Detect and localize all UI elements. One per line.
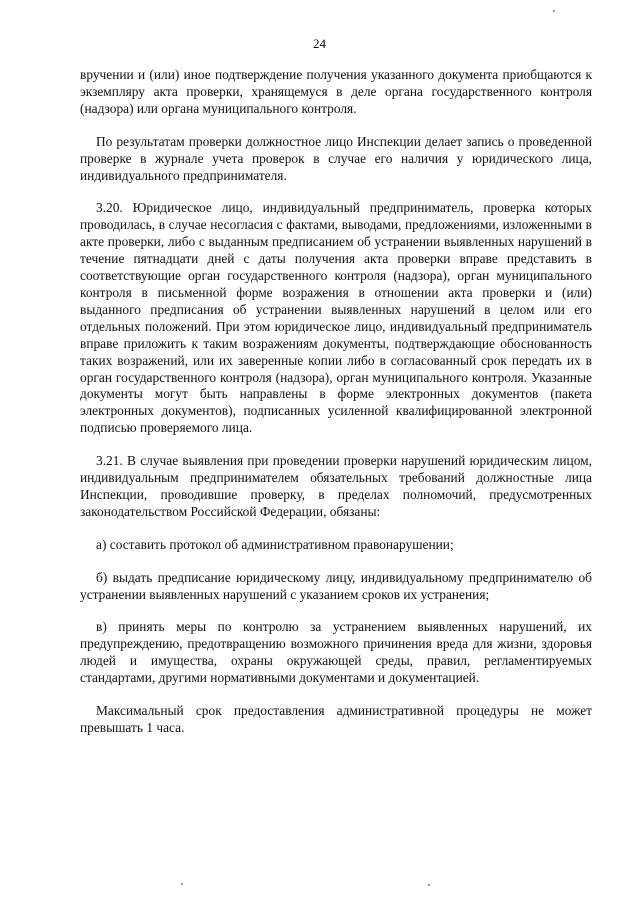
list-item-v: в) принять меры по контролю за устранением выявленных нарушений, их предупреждению, предотвращению возможного причинения вреда для жизни, здоровья людей и имущества, охраны окружающей среды, правил, регламентируемых стандартами, другими нормативными документами и документацией. (80, 619, 592, 686)
paragraph-continuation: вручении и (или) иное подтверждение получения указанного документа приобщаются к экземпляру акта проверки, хранящемуся в деле органа государственного контроля (надзора) или органа муниципального контроля. (80, 67, 592, 116)
paragraph-3-21: 3.21. В случае выявления при проведении проверки нарушений юридическим лицом, индивидуальным предпринимателем обязательных требований должностные лица Инспекции, проводившие проверку, в пределах полномочий, предусмотренных законодательством Российской Федерации, обязаны: (80, 453, 592, 519)
document-body (80, 67, 592, 753)
page-number: 24 (313, 36, 326, 51)
scan-speck (428, 884, 430, 886)
scan-speck (181, 883, 183, 885)
list-item-b: б) выдать предписание юридическому лицу, индивидуальному предпринимателю об устранении выявленных нарушений с указанием сроков их устранения; (80, 569, 592, 602)
list-item-a: а) составить протокол об административном правонарушении; (96, 536, 454, 552)
paragraph-max-duration: Максимальный срок предоставления административной процедуры не может превышать 1 часа. (80, 703, 592, 735)
paragraph-3-20: 3.20. Юридическое лицо, индивидуальный предприниматель, проверка которых проводилась, в случае несогласия с фактами, выводами, предложениями, изложенными в акте проверки, либо с выданным предписанием об устранении выявленных нарушений в течение пятнадцати дней с даты получения акта проверки вправе представить в соответствующие орган государственного контроля (надзора), орган муниципального контроля в письменной форме возражения в отношении акта проверки и (или) выданного предписания об устранении выявленных нарушений в целом или его отдельных положений. При этом юридическое лицо, индивидуальный предприниматель вправе приложить к таким возражениям документы, подтверждающие обоснованность таких возражений, или их заверенные копии либо в согласованный срок передать их в орган государственного контроля (надзора), орган муниципального контроля. Указанные документы могут быть направлены в форме электронных документов (пакета электронных документов), подписанных усиленной квалифицированной электронной подписью проверяемого лица. (80, 200, 592, 436)
paragraph-inspection-record: По результатам проверки должностное лицо Инспекции делает запись о проведенной проверке в журнале учета проверок в случае его наличия у юридического лица, индивидуального предпринимателя. (80, 133, 592, 183)
scan-speck (553, 10, 555, 12)
